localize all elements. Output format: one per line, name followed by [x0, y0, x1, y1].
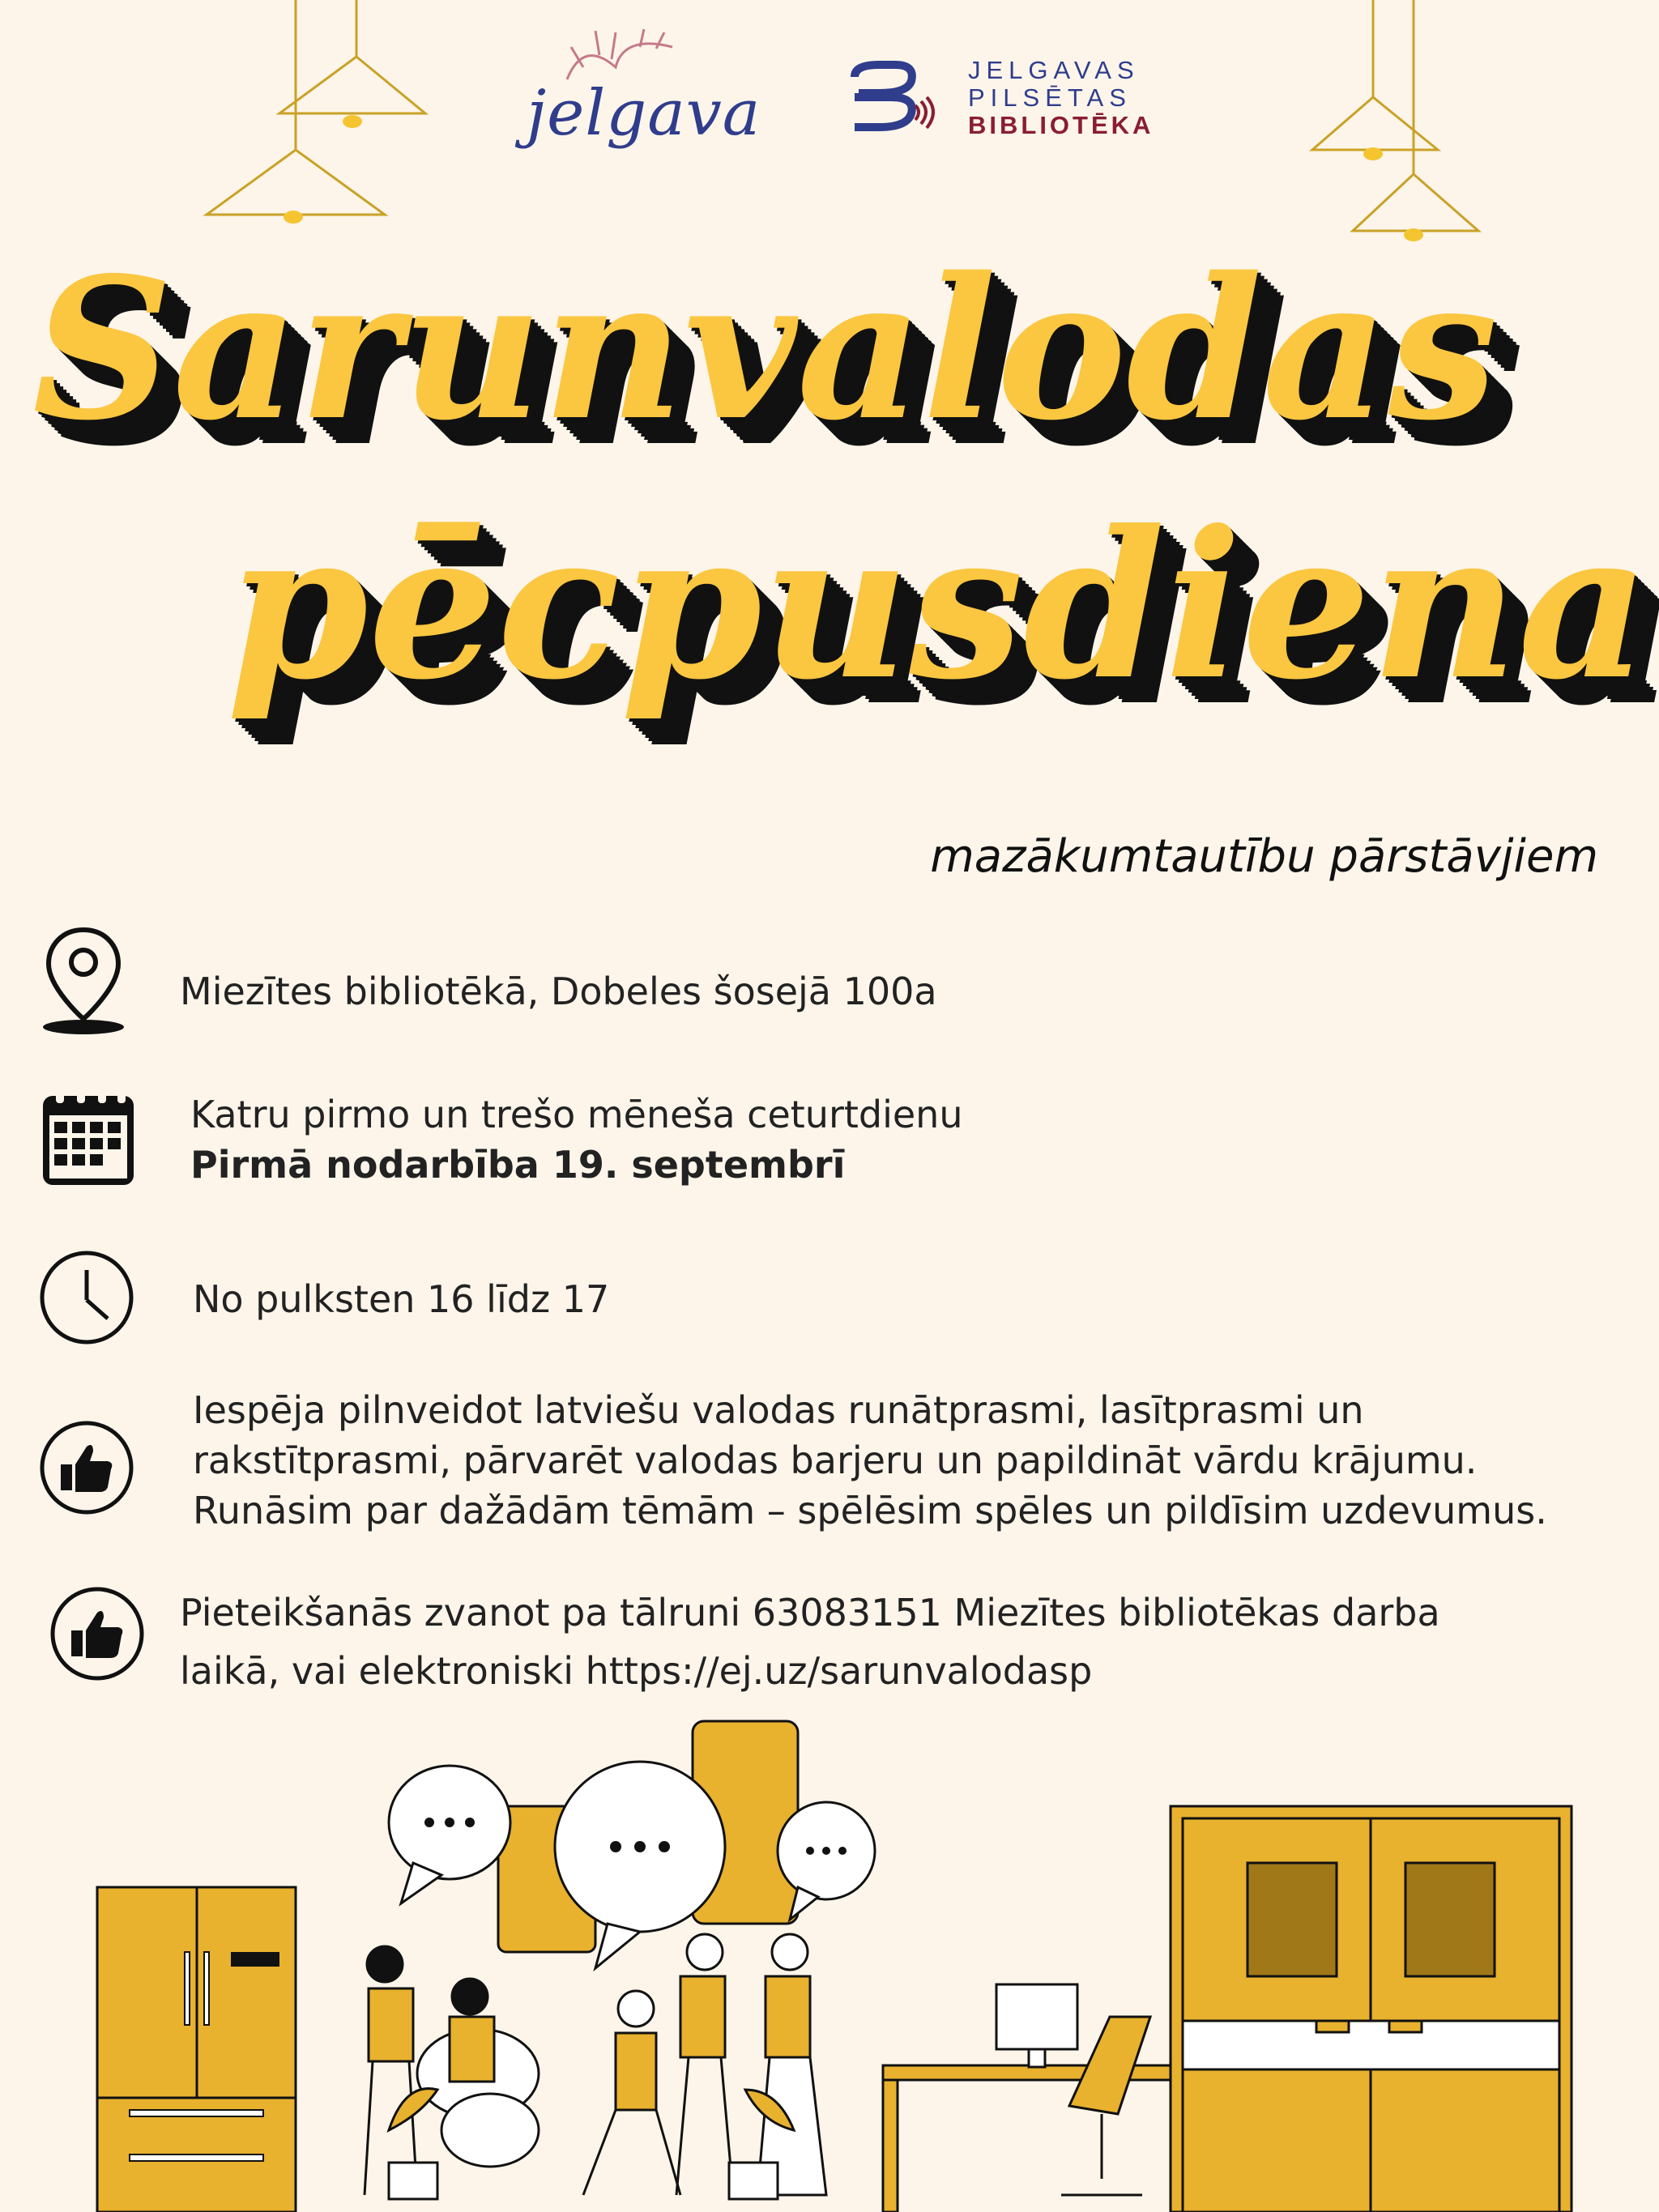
fridge-icon: [97, 1887, 296, 2212]
registration-line2: laikā, vai elektroniski https://ej.uz/sarunvalodasp: [180, 1649, 1093, 1693]
cabinet-illustration: [1171, 1806, 1572, 2212]
office-illustration: [0, 1709, 1659, 2212]
location-pin-icon: [39, 923, 128, 1037]
description-block: [193, 1385, 1547, 1536]
library-logo-icon: [847, 61, 936, 134]
clock-icon: [36, 1247, 138, 1349]
thumbs-up-icon: [47, 1583, 148, 1685]
description-line1: Iespēja pilnveidot latviešu valodas runātprasmi, lasītprasmi un: [193, 1388, 1364, 1432]
schedule-line1: Katru pirmo un trešo mēneša ceturtdienu: [190, 1093, 963, 1136]
calendar-icon: [36, 1081, 142, 1191]
hanging-lamps-left: [194, 0, 437, 227]
title-line2: pēcpusdiena: [227, 486, 1649, 724]
location-text: Miezītes bibliotēkā, Dobeles šosejā 100a: [180, 970, 937, 1013]
hanging-lamps-right: [1296, 0, 1507, 243]
library-logo-text: [968, 57, 1154, 139]
library-logo-line1: JELGAVAS: [968, 56, 1140, 84]
title-line1: Sarunvalodas: [32, 235, 1498, 463]
registration-block: [180, 1583, 1440, 1700]
speech-bubbles-icon: [389, 1721, 875, 1968]
schedule-line2: Pirmā nodarbība 19. septembrī: [190, 1143, 846, 1187]
description-line3: Runāsim par dažādām tēmām – spēlēsim spēles un pildīsim uzdevumus.: [193, 1489, 1547, 1532]
people-illustration: [365, 1934, 826, 2199]
subtitle: mazākumtautību pārstāvjiem: [930, 830, 1598, 883]
library-logo-line2: PILSĒTAS: [968, 83, 1132, 112]
library-logo-line3: BIBLIOTĒKA: [968, 111, 1154, 139]
time-text: No pulksten 16 līdz 17: [193, 1277, 610, 1321]
description-line2: rakstītprasmi, pārvarēt valodas barjeru un papildināt vārdu krājumu.: [193, 1438, 1478, 1482]
thumbs-up-icon: [36, 1417, 138, 1519]
jelgava-logo-text: jelgava: [527, 77, 761, 150]
schedule-block: [190, 1089, 963, 1190]
registration-line1: Pieteikšanās zvanot pa tālruni 63083151 Miezītes bibliotēkas darba: [180, 1591, 1440, 1634]
